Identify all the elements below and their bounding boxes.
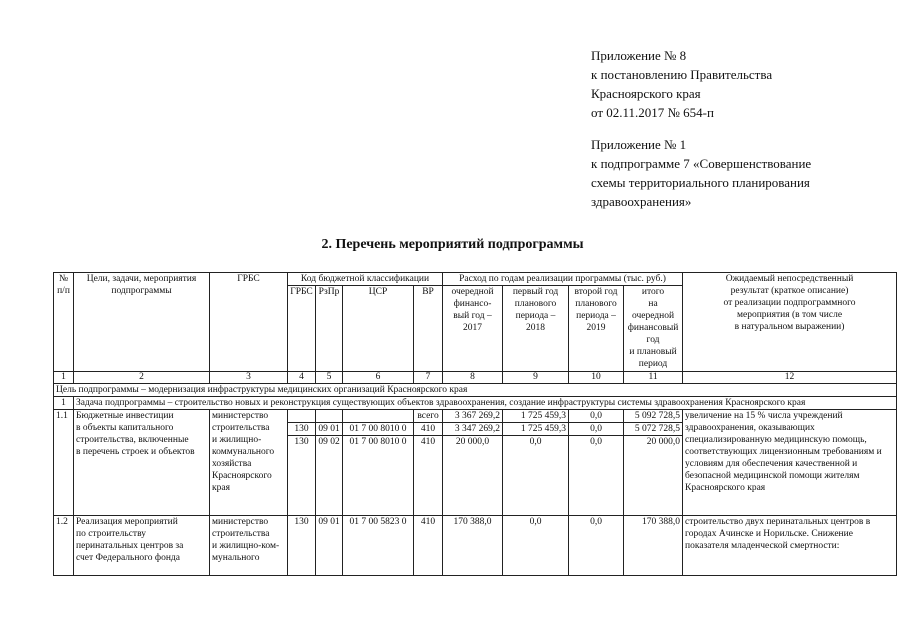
goal-row [54,384,897,397]
appendix-1-line: к подпрограмме 7 «Совершенствование [591,156,812,171]
column-number: 10 [569,372,624,384]
task-row [54,397,897,410]
cell-2019: 0,0 [569,423,624,436]
cell-grbs [288,410,316,423]
cell-total: 170 388,0 [624,516,683,576]
subheader-vr: ВР [414,286,443,372]
cell-2017: 3 347 269,2 [443,423,503,436]
appendix-1-line: Приложение № 1 [591,137,687,152]
column-number: 4 [288,372,316,384]
cell-csr: 01 7 00 5823 0 [343,516,414,576]
cell-total: 5 092 728,5 [624,410,683,423]
item-grbs-text: министерство строительства и жилищно- коммунального хозяйства Красноярского края [210,410,288,516]
cell-2018: 1 725 459,3 [503,410,569,423]
appendix-8-line: Приложение № 8 [591,48,687,63]
table-header-row [54,273,897,286]
appendix-8-line: от 02.11.2017 № 654-п [591,105,714,120]
column-number: 7 [414,372,443,384]
cell-2019: 0,0 [569,436,624,516]
column-number: 12 [683,372,897,384]
cell-total: 5 072 728,5 [624,423,683,436]
subheader-grbs: ГРБС [288,286,316,372]
cell-rzpr: 09 02 [316,436,343,516]
appendix-8-line: к постановлению Правительства [591,67,773,82]
appendix-8-line: Красноярского края [591,86,701,101]
cell-vr: 410 [414,423,443,436]
item-num: 1.2 [54,516,74,576]
cell-total: 20 000,0 [624,436,683,516]
cell-rzpr: 09 01 [316,516,343,576]
goal-text: Цель подпрограммы – модернизация инфраструктуры медицинских организаций Красноярского края [54,384,897,397]
subheader-total: итого на очередной финансовый год и плановый период [624,286,683,372]
activities-table [53,272,897,576]
task-text: Задача подпрограммы – строительство новых и реконструкция существующих объектов здравоохранения, создание инфраструктуры системы здравоохранения Красноярского края [74,397,897,410]
cell-vr: 410 [414,436,443,516]
item-name: Реализация мероприятий по строительству перинатальных центров за счет Федерального фонда [74,516,210,576]
subheader-year-2017: очередной финансо- вый год – 2017 [443,286,503,372]
column-number: 9 [503,372,569,384]
item-result: увеличение на 15 % числа учреждений здравоохранения, оказывающих специализированную медицинскую помощь, соответствующих лицензионным требованиям и условиям для обеспечения качественной и безопасной медицинской помощи жителям Красноярского края [683,410,897,516]
document-title: 2. Перечень мероприятий подпрограммы [321,237,584,252]
table-row [54,410,897,423]
cell-2018: 0,0 [503,516,569,576]
cell-vr: 410 [414,516,443,576]
header-budget-code: Код бюджетной классификации [288,273,443,286]
column-number: 5 [316,372,343,384]
cell-rzpr: 09 01 [316,423,343,436]
column-number: 11 [624,372,683,384]
column-number: 8 [443,372,503,384]
cell-grbs: 130 [288,516,316,576]
cell-2019: 0,0 [569,516,624,576]
cell-2019: 0,0 [569,410,624,423]
item-grbs-text: министерство строительства и жилищно-ком- мунального [210,516,288,576]
task-num: 1 [54,397,74,410]
subheader-csr: ЦСР [343,286,414,372]
table-row [54,516,897,576]
cell-vr: всего [414,410,443,423]
cell-csr: 01 7 00 8010 0 [343,423,414,436]
header-expense: Расход по годам реализации программы (тыс. руб.) [443,273,683,286]
cell-grbs: 130 [288,423,316,436]
header-goals: Цели, задачи, мероприятия подпрограммы [74,273,210,372]
cell-grbs: 130 [288,436,316,516]
cell-2018: 1 725 459,3 [503,423,569,436]
header-result: Ожидаемый непосредственный результат (краткое описание) от реализации подпрограммного мероприятия (в том числе в натуральном выражении) [683,273,897,372]
appendix-1-line: здравоохранения» [591,194,692,209]
column-number: 2 [74,372,210,384]
header-num: № п/п [54,273,74,372]
cell-csr [343,410,414,423]
column-number: 6 [343,372,414,384]
column-number: 3 [210,372,288,384]
item-result: строительство двух перинатальных центров в городах Ачинске и Норильске. Снижение показателя младенческой смертности: [683,516,897,576]
cell-rzpr [316,410,343,423]
subheader-year-2019: второй год планового периода – 2019 [569,286,624,372]
cell-2017: 20 000,0 [443,436,503,516]
appendix-1-header [591,135,811,211]
subheader-year-2018: первый год планового периода – 2018 [503,286,569,372]
cell-2017: 170 388,0 [443,516,503,576]
cell-2017: 3 367 269,2 [443,410,503,423]
cell-csr: 01 7 00 8010 0 [343,436,414,516]
item-num: 1.1 [54,410,74,516]
appendix-1-line: схемы территориального планирования [591,175,810,190]
column-number: 1 [54,372,74,384]
header-grbs: ГРБС [210,273,288,372]
column-number-row [54,372,897,384]
subheader-rzpr: РзПр [316,286,343,372]
cell-2018: 0,0 [503,436,569,516]
appendix-8-header [591,46,772,122]
item-name: Бюджетные инвестиции в объекты капитального строительства, включенные в перечень строек и объектов [74,410,210,516]
